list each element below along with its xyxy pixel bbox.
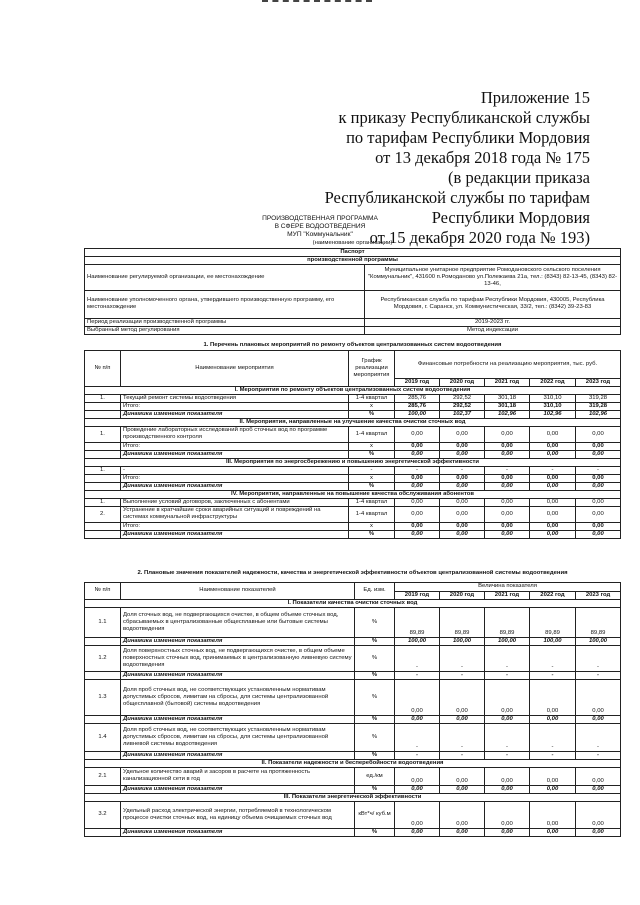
cell-value: 0,00 (440, 522, 485, 530)
row-unit: % (355, 637, 395, 645)
cell-value: 89,89 (395, 607, 440, 637)
row-number: 1. (85, 466, 121, 474)
cell-value: 100,00 (576, 637, 621, 645)
row-number: 2.1 (85, 767, 121, 785)
passport-value: Метод индексации (365, 326, 621, 334)
cell-value: 0,00 (485, 767, 530, 785)
cell-value: 0,00 (395, 801, 440, 828)
cell-value: 0,00 (576, 679, 621, 715)
year-header: 2023 год (576, 378, 621, 386)
org-note: (наименование организации) (85, 240, 621, 248)
row-number: 1.3 (85, 679, 121, 715)
row-schedule: х (349, 442, 395, 450)
cell-value: 0,00 (440, 450, 485, 458)
cell-value: 0,00 (530, 482, 576, 490)
row-unit: % (355, 785, 395, 793)
cell-value: 0,00 (530, 522, 576, 530)
row-schedule: 1-4 квартал (349, 426, 395, 442)
dynamics-row (85, 637, 621, 645)
cell-value: 0,00 (576, 828, 621, 836)
cell-value: - (395, 751, 440, 759)
cell-value: 0,00 (576, 785, 621, 793)
table2-title: 2. Плановые значения показателей надежности, качества и энергетической эффективности объектов централизованной системы водоотведения (85, 566, 621, 582)
row-schedule: % (349, 530, 395, 538)
row-number: 1. (85, 498, 121, 506)
cell-value: - (530, 751, 576, 759)
year-header: 2020 год (440, 378, 485, 386)
cell-value: 0,00 (485, 828, 530, 836)
total-row (85, 474, 621, 482)
row-unit: % (355, 828, 395, 836)
top-scan-marks (262, 0, 372, 5)
table-row (85, 767, 621, 785)
row-name: Динамика изменения показателя (121, 785, 355, 793)
cell-value: 0,00 (530, 474, 576, 482)
cell-value: 0,00 (485, 498, 530, 506)
row-unit: % (355, 645, 395, 671)
row-name: Доля проб сточных вод, не соответствующих установленным нормативам допустимых сбросов, лимитам на сбросы, для системы централизованной ливневой системы водоотведения (121, 723, 355, 751)
cell-value: 100,00 (530, 637, 576, 645)
cell-value: 0,00 (530, 498, 576, 506)
row-name: Устранение в кратчайшие сроки аварийных ситуаций и повреждений на системах коммунальной инфраструктуры (121, 506, 349, 522)
cell-value: 0,00 (485, 522, 530, 530)
passport-value: Республиканская служба по тарифам Республики Мордовия, 430005, Республика Мордовия, г. Саранск, ул. Коммунистическая, 33/2, тел.: (8342) 39-23-83 (365, 290, 621, 318)
col-value-header: Величина показателя (395, 582, 621, 591)
header-line: Республики Мордовия (431, 208, 590, 227)
cell-value: 0,00 (440, 801, 485, 828)
cell-value: 0,00 (485, 785, 530, 793)
cell-value: 301,18 (485, 394, 530, 402)
cell-value: - (576, 645, 621, 671)
year-header: 2021 год (485, 591, 530, 599)
row-name: Итого: (121, 442, 349, 450)
cell-value: 0,00 (576, 530, 621, 538)
cell-value: 0,00 (440, 442, 485, 450)
cell-value: 0,00 (576, 498, 621, 506)
cell-value: 102,96 (576, 410, 621, 418)
table-row (85, 466, 621, 474)
row-name: Динамика изменения показателя (121, 450, 349, 458)
section-heading: IV. Мероприятия, направленные на повышение качества обслуживания абонентов (85, 490, 621, 498)
cell-value: 0,00 (440, 506, 485, 522)
row-number: 1.2 (85, 645, 121, 671)
cell-value: 0,00 (395, 679, 440, 715)
cell-value: 285,76 (395, 402, 440, 410)
cell-value: 0,00 (440, 679, 485, 715)
cell-value: - (395, 645, 440, 671)
cell-value: 89,89 (440, 607, 485, 637)
header-line: к приказу Республиканской службы (338, 108, 590, 127)
cell-value: - (440, 751, 485, 759)
row-name: Динамика изменения показателя (121, 751, 355, 759)
cell-value: - (485, 671, 530, 679)
cell-value: 0,00 (530, 450, 576, 458)
cell-value: 0,00 (440, 828, 485, 836)
col-num-header: № п/п (85, 350, 121, 386)
cell-value: 0,00 (395, 506, 440, 522)
row-name: Динамика изменения показателя (121, 530, 349, 538)
row-name: Динамика изменения показателя (121, 410, 349, 418)
cell-value: 102,37 (440, 410, 485, 418)
cell-value: 89,89 (576, 607, 621, 637)
dynamics-row (85, 482, 621, 490)
total-row (85, 442, 621, 450)
program-org: МУП "Коммунальник" (287, 231, 353, 238)
cell-value: 0,00 (485, 679, 530, 715)
row-unit: % (355, 679, 395, 715)
passport-label: Наименование уполномоченного органа, утвердившего производственную программу, его местонахождение (85, 290, 365, 318)
cell-value: - (440, 645, 485, 671)
row-number: 1. (85, 394, 121, 402)
cell-value: 0,00 (530, 679, 576, 715)
cell-value: 0,00 (576, 715, 621, 723)
dynamics-row (85, 785, 621, 793)
row-unit: % (355, 751, 395, 759)
row-name: Текущий ремонт системы водоотведения (121, 394, 349, 402)
cell-value: 301,18 (485, 402, 530, 410)
cell-value: 0,00 (485, 801, 530, 828)
header-line: от 13 декабря 2018 года № 175 (375, 148, 590, 167)
cell-value: 0,00 (530, 506, 576, 522)
row-name: Доля проб сточных вод, не соответствующих установленным нормативам допустимых сбросов, лимитам на сбросы, для системы централизованной общесплавной (бытовой) системы водоотведения (121, 679, 355, 715)
dynamics-row (85, 410, 621, 418)
row-name: Проведение лабораторных исследований проб сточных вод по программе производственного контроля (121, 426, 349, 442)
row-unit: % (355, 715, 395, 723)
table1-title: 1. Перечень плановых мероприятий по ремонту объектов централизованных систем водоотведения (85, 341, 621, 350)
cell-value: 310,10 (530, 394, 576, 402)
cell-value: 0,00 (576, 522, 621, 530)
row-schedule: - (349, 466, 395, 474)
cell-value: 100,00 (440, 637, 485, 645)
col-num-header: № п/п (85, 582, 121, 599)
cell-value: - (485, 723, 530, 751)
cell-value: 0,00 (530, 442, 576, 450)
cell-value: 0,00 (530, 530, 576, 538)
cell-value: - (530, 723, 576, 751)
row-schedule: % (349, 482, 395, 490)
passport-label: Наименование регулируемой организации, ее местонахождение (85, 264, 365, 290)
row-schedule: х (349, 402, 395, 410)
section-heading: II. Мероприятия, направленные на улучшение качества очистки сточных вод (85, 418, 621, 426)
cell-value: 0,00 (395, 474, 440, 482)
repair-measures-table (84, 341, 621, 539)
cell-value: 0,00 (576, 801, 621, 828)
cell-value: 0,00 (576, 474, 621, 482)
cell-value: 0,00 (395, 482, 440, 490)
cell-value: - (576, 466, 621, 474)
year-header: 2022 год (530, 591, 576, 599)
row-unit: кВт*ч/ куб.м (355, 801, 395, 828)
cell-value: 0,00 (530, 715, 576, 723)
program-title: ПРОИЗВОДСТВЕННАЯ ПРОГРАММА (262, 215, 378, 222)
row-name: Удельное количество аварий и засоров в расчете на протяженность канализационной сети в год (121, 767, 355, 785)
row-name: Итого: (121, 402, 349, 410)
cell-value: - (530, 466, 576, 474)
dynamics-row (85, 715, 621, 723)
row-name: Выполнение условий договоров, заключенных с абонентами (121, 498, 349, 506)
cell-value: 0,00 (576, 767, 621, 785)
year-header: 2019 год (395, 378, 440, 386)
table-row (85, 607, 621, 637)
cell-value: 0,00 (530, 785, 576, 793)
cell-value: - (485, 751, 530, 759)
cell-value: 0,00 (485, 530, 530, 538)
cell-value: 319,28 (576, 402, 621, 410)
cell-value: 89,89 (530, 607, 576, 637)
year-header: 2020 год (440, 591, 485, 599)
table-row (85, 394, 621, 402)
row-number: 1.1 (85, 607, 121, 637)
header-line: от 15 декабря 2020 года № 193) (369, 228, 590, 247)
header-line: (в редакции приказа (448, 168, 590, 187)
section-heading: III. Мероприятия по энергосбережению и повышению энергетической эффективности (85, 458, 621, 466)
cell-value: 285,76 (395, 394, 440, 402)
row-unit: ед./км (355, 767, 395, 785)
passport-value: 2019-2023 гг. (365, 318, 621, 326)
cell-value: 0,00 (576, 426, 621, 442)
header-line: Приложение 15 (480, 88, 590, 107)
cell-value: 0,00 (395, 522, 440, 530)
cell-value: 0,00 (440, 715, 485, 723)
passport-label: Период реализации производственной программы (85, 318, 365, 326)
row-name: Динамика изменения показателя (121, 715, 355, 723)
cell-value: - (530, 671, 576, 679)
table-row (85, 645, 621, 671)
cell-value: - (576, 671, 621, 679)
cell-value: 0,00 (485, 450, 530, 458)
cell-value: 0,00 (440, 482, 485, 490)
cell-value: 0,00 (485, 482, 530, 490)
total-row (85, 522, 621, 530)
cell-value: - (395, 723, 440, 751)
passport-heading: Паспорт (85, 248, 621, 256)
section-heading: II. Показатели надежности и бесперебойности водоотведения (85, 759, 621, 767)
cell-value: 0,00 (395, 450, 440, 458)
row-name: Динамика изменения показателя (121, 671, 355, 679)
row-number: 3.2 (85, 801, 121, 828)
cell-value: 0,00 (530, 801, 576, 828)
cell-value: 89,89 (485, 607, 530, 637)
row-number: 1. (85, 426, 121, 442)
cell-value: 0,00 (576, 482, 621, 490)
col-unit-header: Ед. изм. (355, 582, 395, 599)
cell-value: 292,52 (440, 394, 485, 402)
cell-value: 0,00 (395, 498, 440, 506)
cell-value: 292,52 (440, 402, 485, 410)
passport-subheading: производственной программы (85, 256, 621, 264)
table-row (85, 801, 621, 828)
cell-value: - (395, 466, 440, 474)
cell-value: 0,00 (530, 426, 576, 442)
table-row (85, 426, 621, 442)
col-name-header: Наименование показателей (121, 582, 355, 599)
row-unit: % (355, 607, 395, 637)
cell-value: - (440, 723, 485, 751)
cell-value: 0,00 (395, 530, 440, 538)
cell-value: 0,00 (576, 506, 621, 522)
row-schedule: 1-4 квартал (349, 394, 395, 402)
passport-value: Муниципальное унитарное предприятие Ромодановского сельского поселения "Коммунальник", 431600 п.Ромоданово ул.Полежаева 21а, тел.: (8343) 82-13-45, (8343) 82-13-46, (365, 264, 621, 290)
cell-value: 0,00 (395, 442, 440, 450)
col-name-header: Наименование мероприятия (121, 350, 349, 386)
cell-value: 0,00 (395, 767, 440, 785)
cell-value: 0,00 (530, 767, 576, 785)
total-row (85, 402, 621, 410)
cell-value: 0,00 (576, 442, 621, 450)
row-schedule: х (349, 474, 395, 482)
cell-value: 0,00 (440, 530, 485, 538)
header-line: по тарифам Республики Мордовия (346, 128, 590, 147)
cell-value: 0,00 (440, 426, 485, 442)
dynamics-row (85, 828, 621, 836)
cell-value: 0,00 (485, 715, 530, 723)
section-heading: III. Показатели энергетической эффективности (85, 793, 621, 801)
row-name: Динамика изменения показателя (121, 482, 349, 490)
col-schedule-header: График реализации мероприятия (349, 350, 395, 386)
cell-value: 0,00 (485, 506, 530, 522)
row-schedule: х (349, 522, 395, 530)
table-row (85, 506, 621, 522)
cell-value: 0,00 (576, 450, 621, 458)
cell-value: 100,00 (485, 637, 530, 645)
cell-value: - (576, 751, 621, 759)
year-header: 2023 год (576, 591, 621, 599)
cell-value: 0,00 (485, 426, 530, 442)
cell-value: 102,96 (530, 410, 576, 418)
table-row (85, 679, 621, 715)
cell-value: - (440, 466, 485, 474)
cell-value: 0,00 (485, 474, 530, 482)
section-heading: I. Показатели качества очистки сточных вод (85, 599, 621, 607)
cell-value: 0,00 (440, 498, 485, 506)
year-header: 2022 год (530, 378, 576, 386)
year-header: 2021 год (485, 378, 530, 386)
cell-value: - (485, 645, 530, 671)
cell-value: 0,00 (440, 785, 485, 793)
cell-value: 0,00 (485, 442, 530, 450)
row-name: - (121, 466, 349, 474)
dynamics-row (85, 751, 621, 759)
row-name: Динамика изменения показателя (121, 637, 355, 645)
program-subtitle: В СФЕРЕ ВОДООТВЕДЕНИЯ (274, 223, 366, 230)
cell-value: 0,00 (395, 785, 440, 793)
indicators-table (84, 566, 621, 837)
row-schedule: % (349, 410, 395, 418)
section-heading: I. Мероприятия по ремонту объектов централизованных систем водоотведения (85, 386, 621, 394)
cell-value: 102,96 (485, 410, 530, 418)
row-name: Доля поверхностных сточных вод, не подвергающихся очистке, в общем объеме поверхностных сточных вод, принимаемых в централизованную ливневую систему водоотведения (121, 645, 355, 671)
table-row (85, 723, 621, 751)
row-schedule: 1-4 квартал (349, 506, 395, 522)
row-number: 2. (85, 506, 121, 522)
dynamics-row (85, 450, 621, 458)
cell-value: 0,00 (440, 474, 485, 482)
cell-value: 0,00 (395, 715, 440, 723)
cell-value: 100,00 (395, 410, 440, 418)
cell-value: - (485, 466, 530, 474)
row-name: Итого: (121, 522, 349, 530)
col-finance-header: Финансовые потребности на реализацию мероприятия, тыс. руб. (395, 350, 621, 378)
cell-value: 100,00 (395, 637, 440, 645)
dynamics-row (85, 530, 621, 538)
row-schedule: % (349, 450, 395, 458)
cell-value: - (440, 671, 485, 679)
row-number: 1.4 (85, 723, 121, 751)
cell-value: 319,28 (576, 394, 621, 402)
row-schedule: 1-4 квартал (349, 498, 395, 506)
cell-value: 310,10 (530, 402, 576, 410)
dynamics-row (85, 671, 621, 679)
cell-value: - (395, 671, 440, 679)
cell-value: 0,00 (395, 828, 440, 836)
cell-value: 0,00 (395, 426, 440, 442)
year-header: 2019 год (395, 591, 440, 599)
passport-table (84, 240, 621, 335)
cell-value: - (576, 723, 621, 751)
passport-label: Выбранный метод регулирования (85, 326, 365, 334)
cell-value: - (530, 645, 576, 671)
row-unit: % (355, 671, 395, 679)
row-unit: % (355, 723, 395, 751)
row-name: Удельный расход электрической энергии, потребляемой в технологическом процессе очистки сточных вод, на единицу объема очищаемых сточных вод (121, 801, 355, 828)
row-name: Доля сточных вод, не подвергающихся очистке, в общем объеме сточных вод, сбрасываемых в централизованные общесплавные или бытовые системы водоотведения (121, 607, 355, 637)
table-row (85, 498, 621, 506)
row-name: Динамика изменения показателя (121, 828, 355, 836)
header-line: Республиканской службы по тарифам (324, 188, 590, 207)
cell-value: 0,00 (530, 828, 576, 836)
row-name: Итого: (121, 474, 349, 482)
cell-value: 0,00 (440, 767, 485, 785)
